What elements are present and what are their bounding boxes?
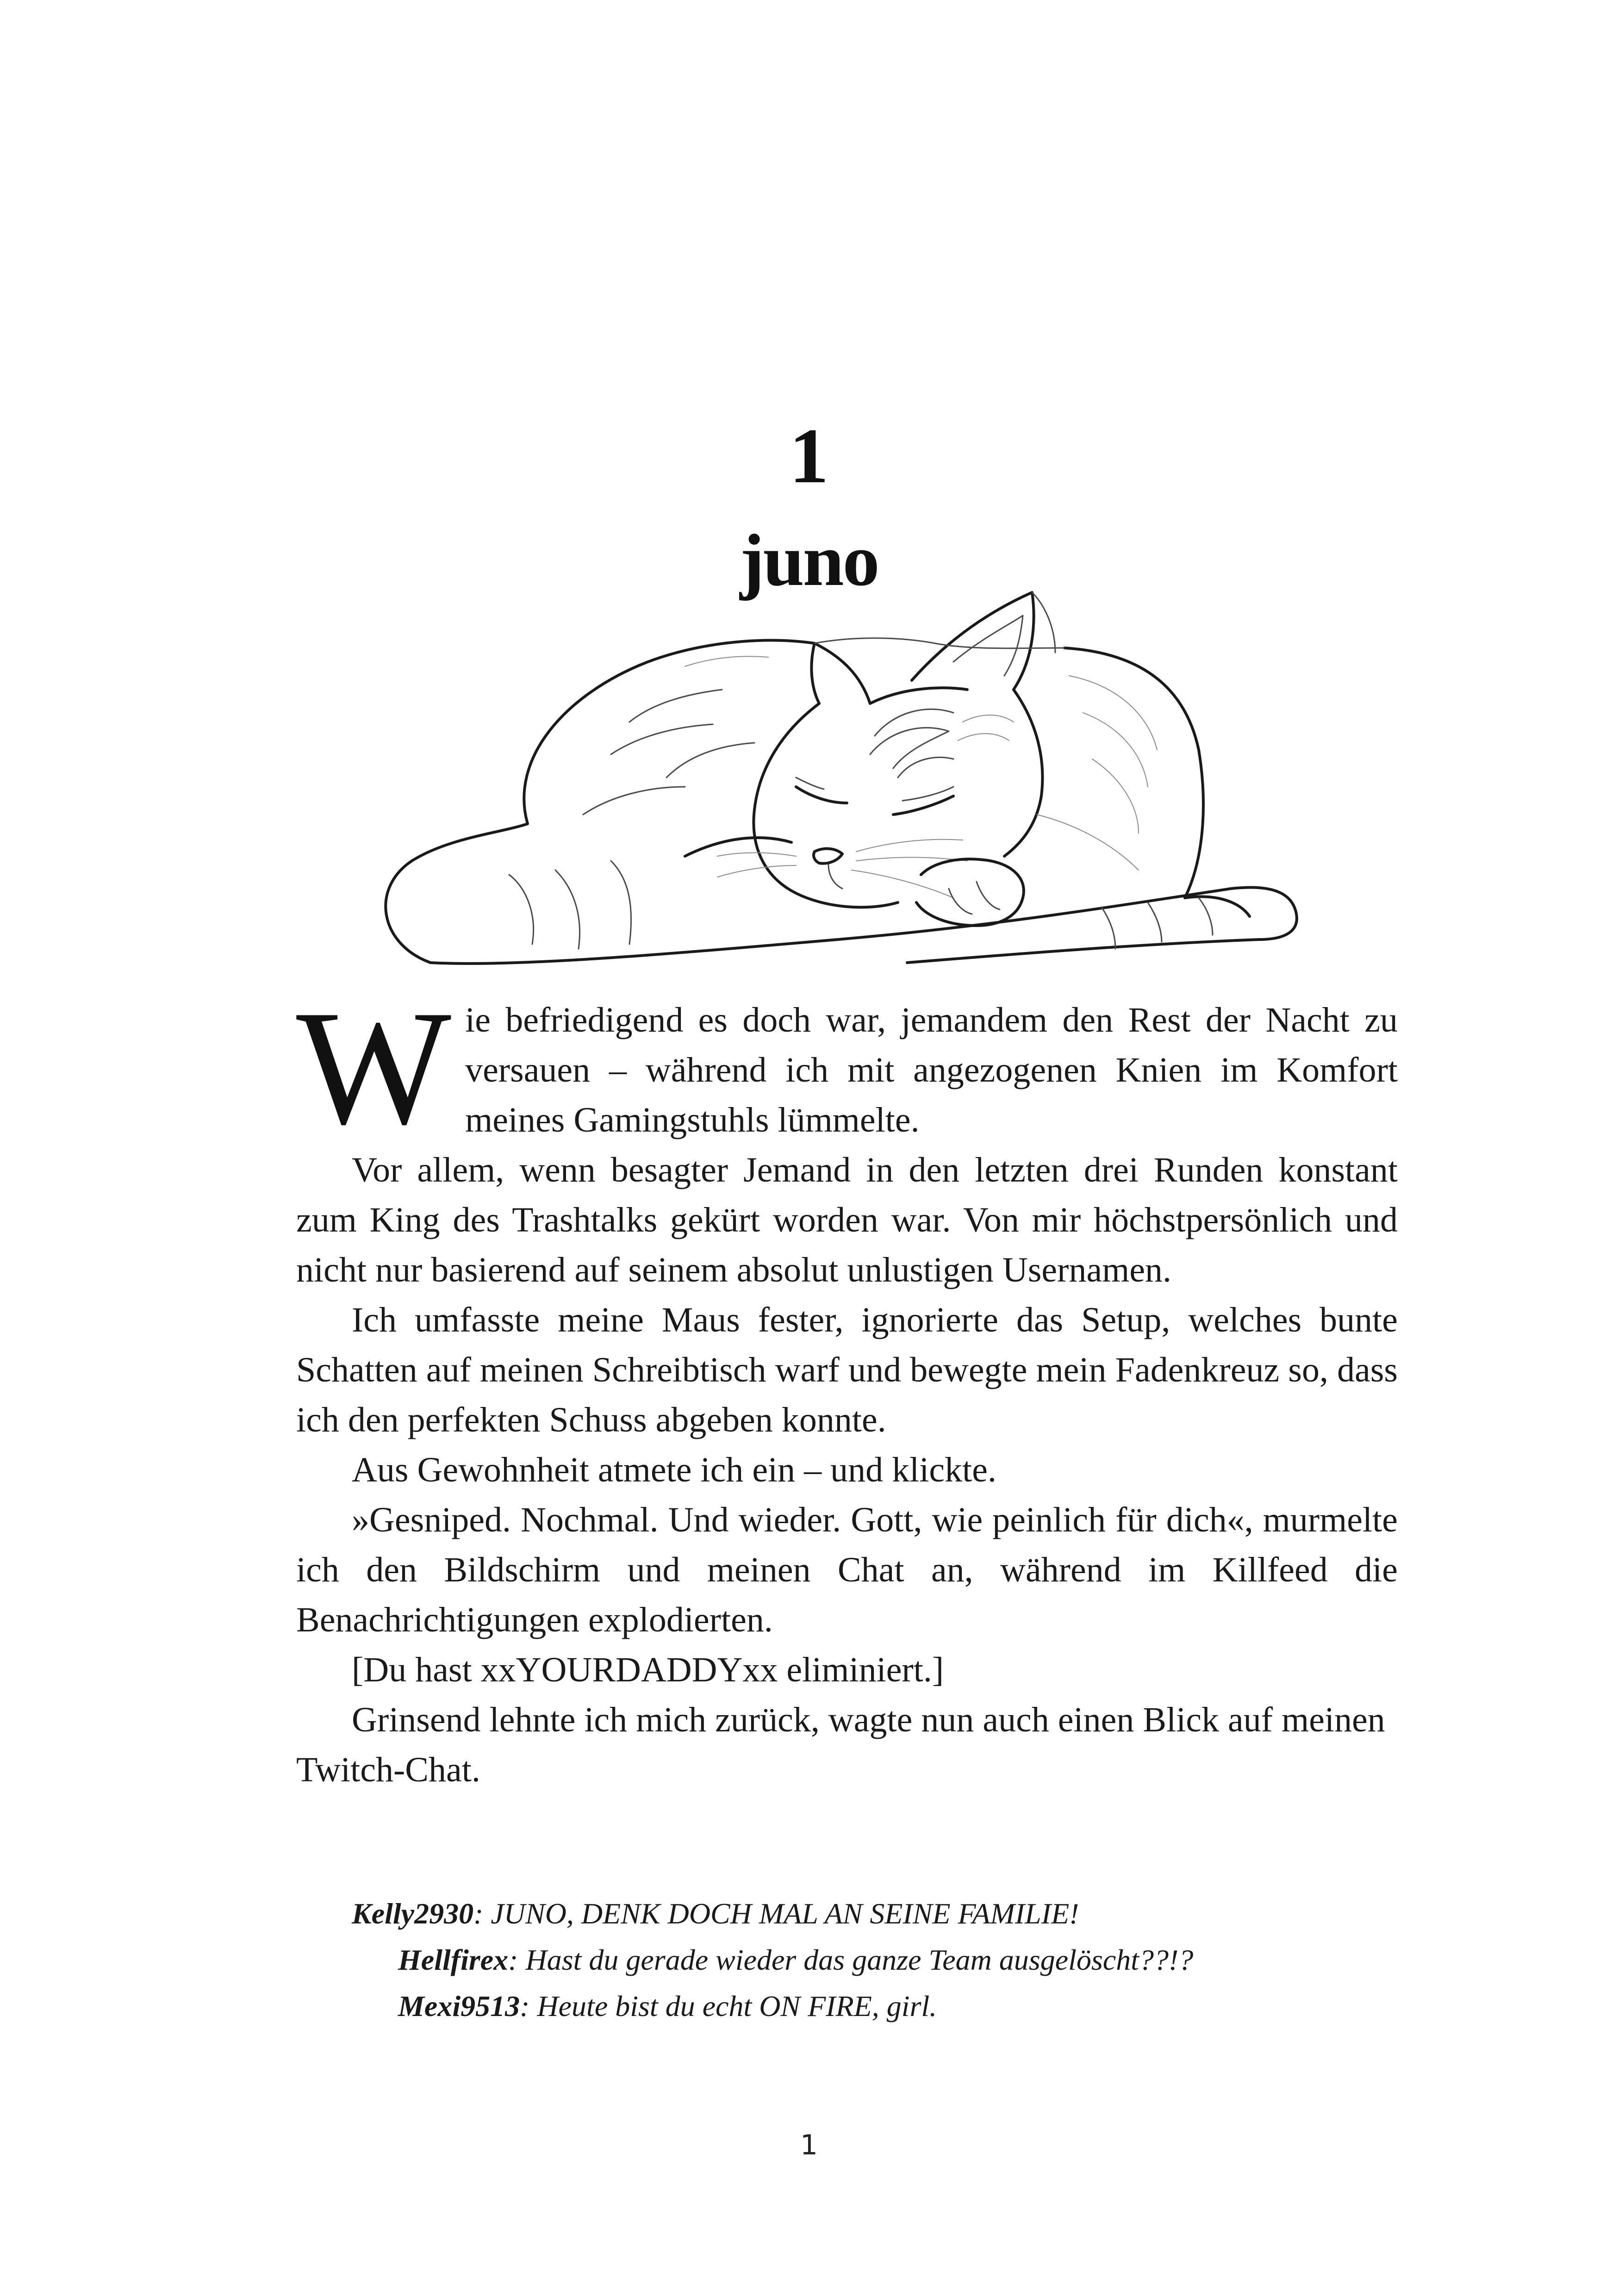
chapter-title: juno	[740, 519, 878, 601]
paragraph: Ich umfasste meine Maus fester, ignorierte das Setup, welches bunte Schatten auf meinen Schreibtisch warf und bewegte mein Fadenkreuz so, dass ich den perfekten Schuss abgeben konnte.	[296, 1300, 1398, 1439]
twitch-chat-excerpt	[352, 1891, 1416, 2029]
chat-message	[352, 1937, 1416, 1983]
chat-message	[352, 1891, 1416, 1937]
chat-username: Kelly2930	[352, 1897, 474, 1930]
paragraph: Aus Gewohnheit atmete ich ein – und klickte.	[352, 1450, 996, 1489]
page-number: 1	[800, 2129, 818, 2161]
paragraph-text: ie befriedigend es doch war, jemandem den Rest der Nacht zu versauen – während ich mit angezogenen Knien im Komfort meines Gamingstuhls lümmelte.	[465, 1001, 1398, 1139]
paragraph: Vor allem, wenn besagter Jemand in den letzten drei Runden konstant zum King des Trashtalks gekürt worden war. Von mir höchstpersönlich und nicht nur basierend auf seinem absolut unlustigen Usernamen.	[296, 1151, 1398, 1289]
paragraph	[296, 977, 1398, 1158]
chat-username: Mexi9513	[398, 1990, 520, 2022]
chat-text: : JUNO, DENK DOCH MAL AN SEINE FAMILIE!	[473, 1897, 1079, 1930]
sleeping-cat-illustration	[352, 537, 1305, 981]
chat-text: : Hast du gerade wieder das ganze Team ausgelöscht??!?	[508, 1943, 1194, 1976]
chat-username: Hellfirex	[398, 1943, 509, 1976]
chapter-body	[296, 977, 1398, 1795]
chat-message	[352, 1983, 1416, 2029]
paragraph: »Gesniped. Nochmal. Und wieder. Gott, wie peinlich für dich«, murmelte ich den Bildschirm und meinen Chat an, während im Killfeed die Benachrichtigungen explodierten.	[296, 1500, 1398, 1639]
drop-cap: W	[296, 977, 452, 1158]
paragraph: [Du hast xxYOURDADDYxx eliminiert.]	[352, 1650, 944, 1689]
paragraph: Grinsend lehnte ich mich zurück, wagte nun auch einen Blick auf meinen Twitch-Chat.	[296, 1700, 1385, 1789]
chapter-number: 1	[789, 412, 829, 499]
chat-text: : Heute bist du echt ON FIRE, girl.	[520, 1990, 937, 2022]
